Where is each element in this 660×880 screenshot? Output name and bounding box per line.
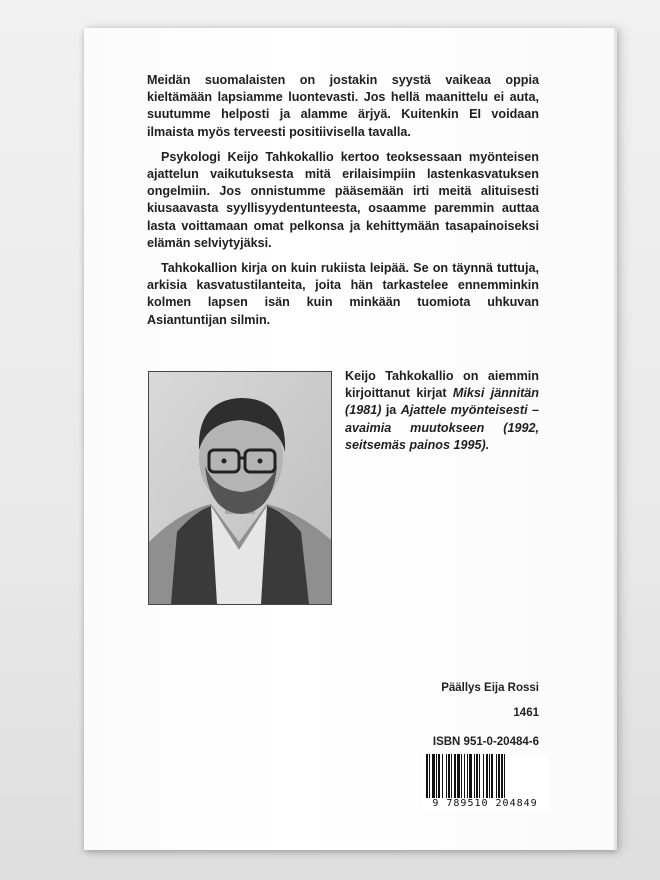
blurb-text (147, 72, 539, 337)
bio-book-2: Ajattele myönteisesti – avaimia muutokseen (345, 403, 539, 435)
bio-conjunction: ja (385, 403, 401, 418)
blurb-paragraph-2: Psykologi Keijo Tahkokallio kertoo teoksessaan myönteisen ajattelun vaikutuksesta mitä erilaisimpiin lastenkasvatuksen ongelmiin. Jos onnistumme pääsemään irti meitä alituisesti kiusaavasta syyllisyydentunteesta, osaamme paremmin auttaa lasta voittamaan omat pelkonsa ja kehittymään tasapainoiseksi elämän selviytyjäksi. (147, 149, 539, 250)
bio-intro: Keijo Tahkokallio on aiemmin kirjoittanut kirjat (345, 369, 539, 401)
isbn-text: ISBN 951-0-20484-6 (432, 736, 539, 748)
bio-book-1: Miksi jännitän (452, 386, 539, 401)
author-photo (148, 371, 332, 605)
cover-credit: Päällys Eija Rossi (441, 682, 539, 694)
book-back-cover (84, 28, 617, 850)
barcode-digits: 9 789510 204849 (422, 798, 548, 809)
author-portrait-illustration (149, 372, 331, 604)
bio-year-1: (1981) (345, 403, 386, 418)
blurb-paragraph-3: Tahkokallion kirja on kuin rukiista leipää. Se on täynnä tuttuja, arkisia kasvatustilanteita, joita hän tarkastelee ennemminkin kolmen lapsen isän kuin minkään tuomiota uhkuvan Asiantuntijan silmin. (147, 261, 539, 327)
catalog-number: 1461 (513, 707, 539, 719)
blurb-paragraph-1: Meidän suomalaisten on jostakin syystä vaikeaa oppia kieltämään lapsiamme luontevasti. Jos hellä maanittelu ei auta, suutumme helposti ja alamme ärjyä. Kuitenkin EI voidaan ilmaista myös terveesti positiivisella tavalla. (147, 73, 539, 139)
author-bio (345, 368, 539, 454)
bio-year-2: (1992, seitsemäs painos 1995). (345, 420, 539, 452)
barcode-bars (422, 754, 548, 800)
barcode (422, 754, 548, 810)
